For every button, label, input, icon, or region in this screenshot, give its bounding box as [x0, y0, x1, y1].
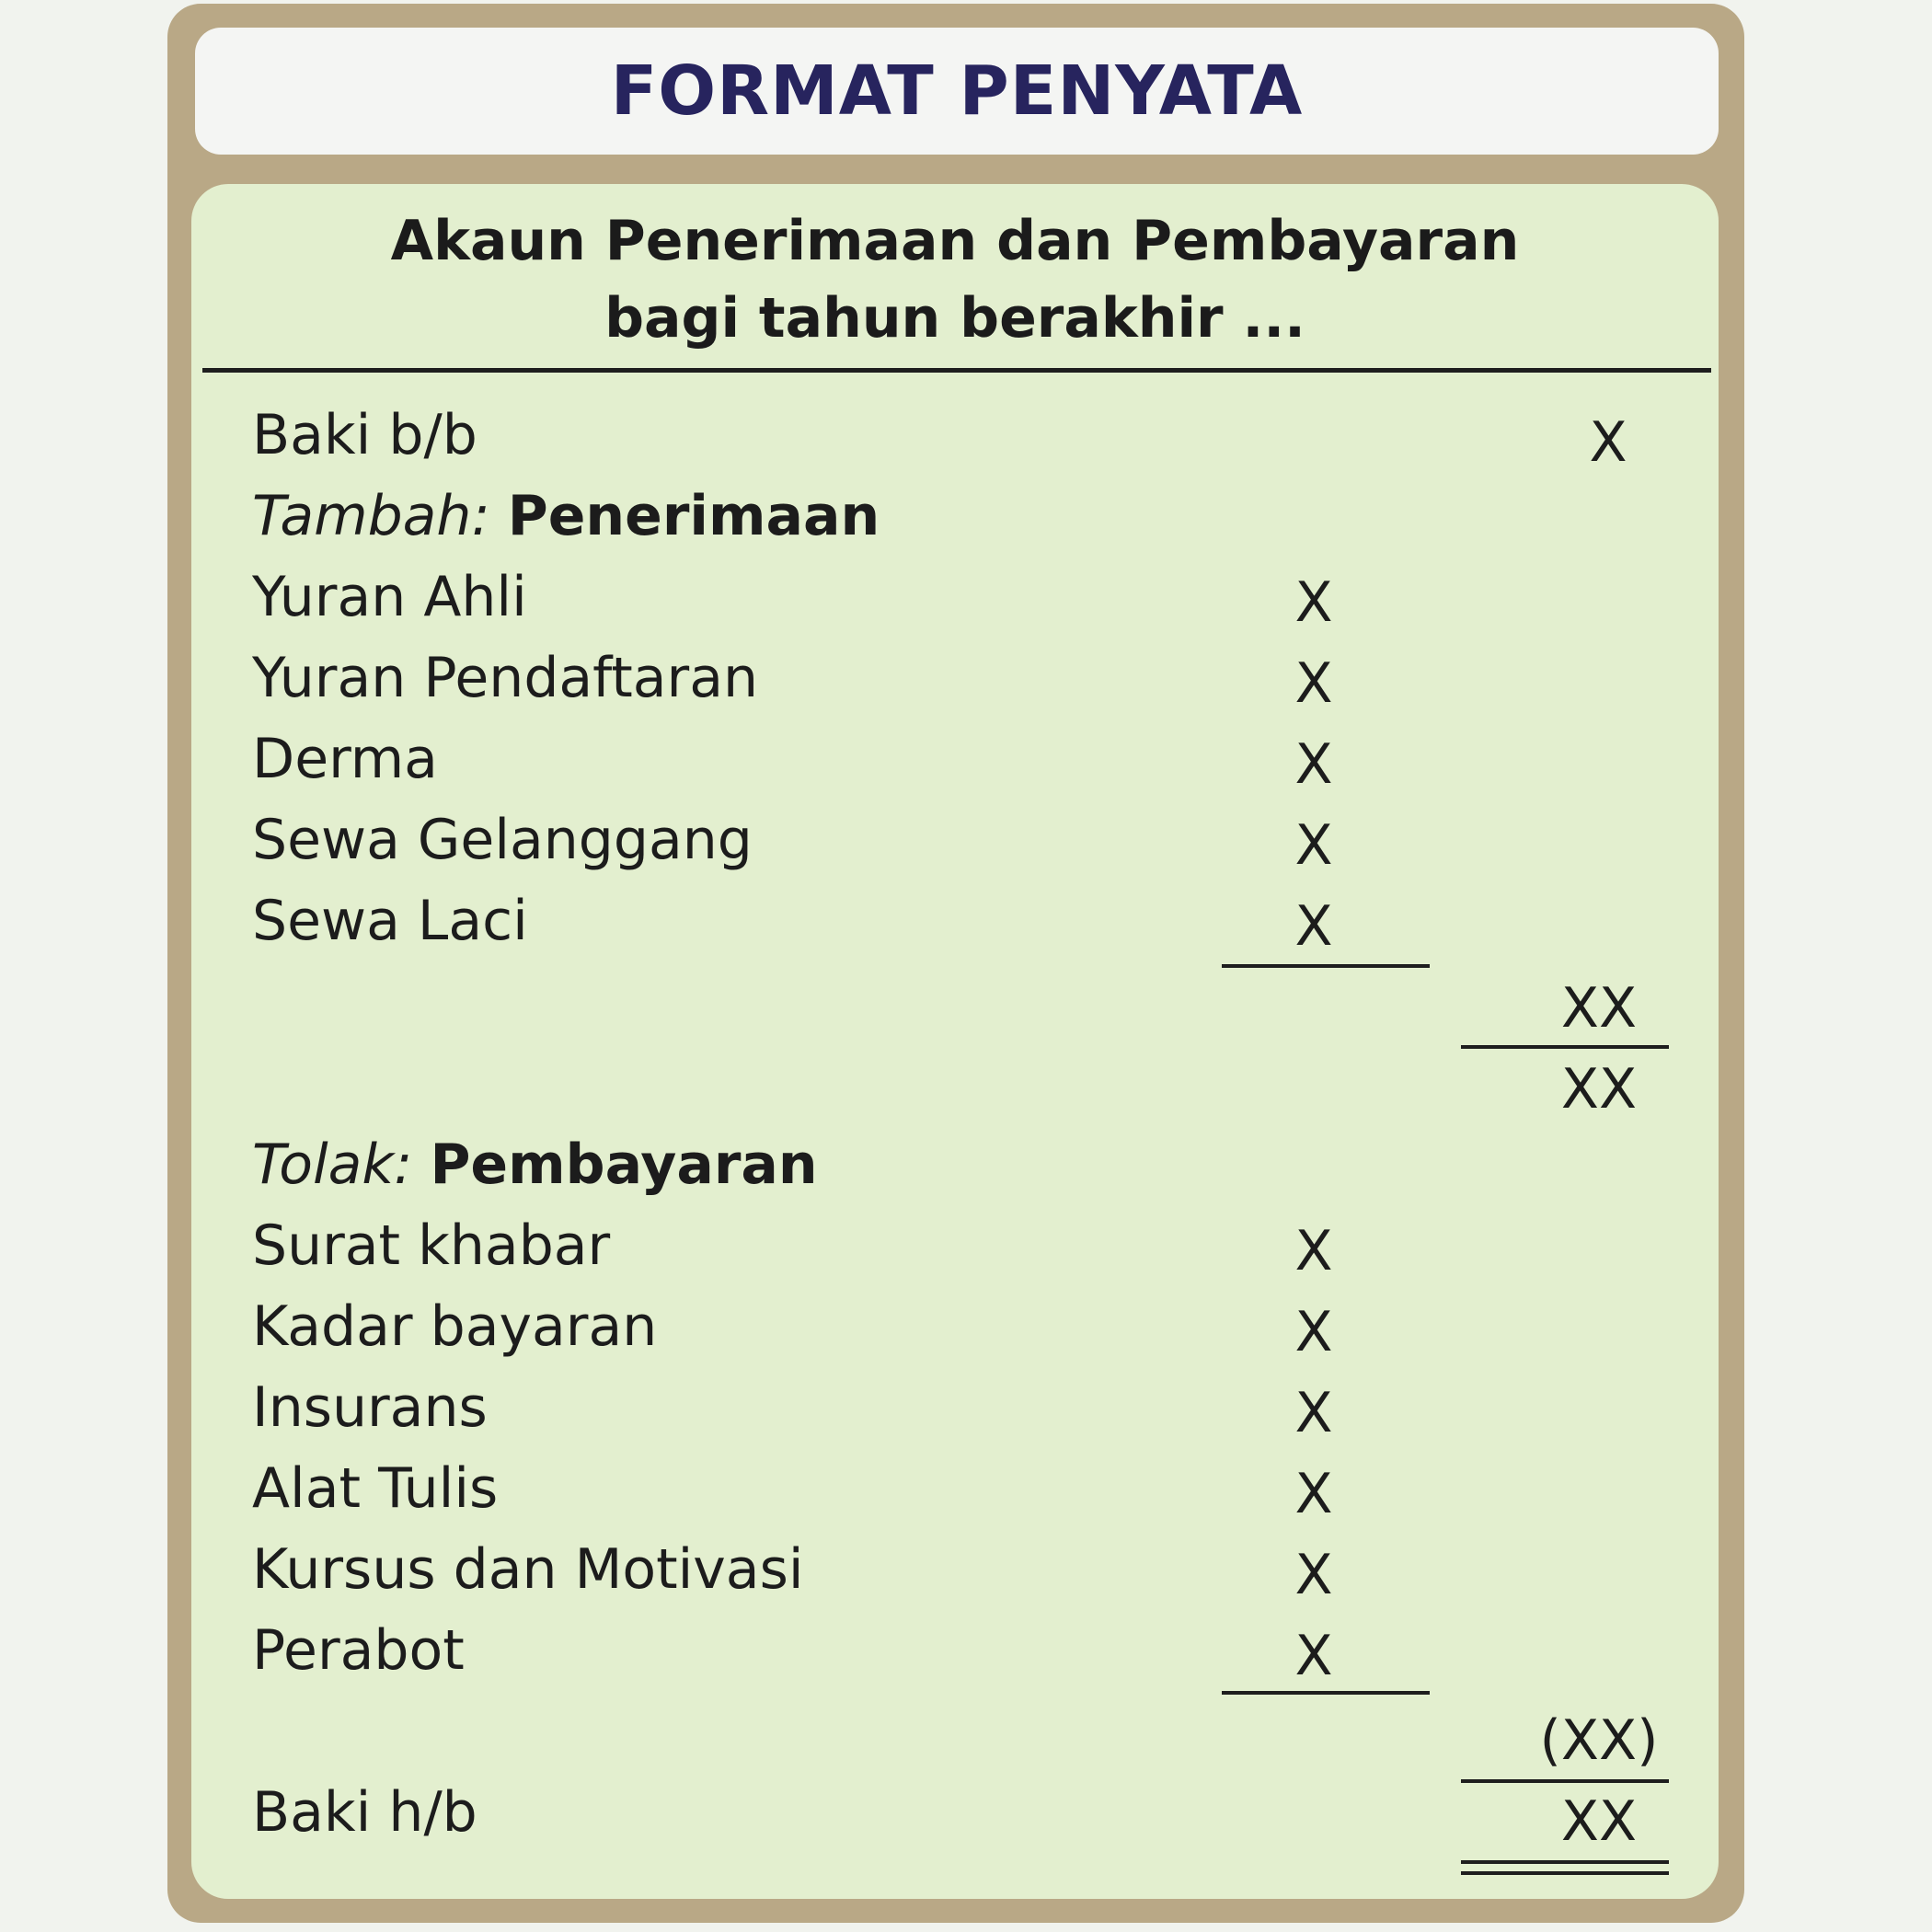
payment-item-amount: X — [1294, 1219, 1333, 1283]
payment-item-amount: X — [1294, 1543, 1333, 1607]
payment-item-label: Perabot — [252, 1618, 465, 1683]
opening-balance-amount: X — [1589, 410, 1627, 475]
payment-item-amount: X — [1294, 1624, 1333, 1688]
payment-item-label: Surat khabar — [252, 1213, 611, 1278]
payment-item-label: Insurans — [252, 1375, 488, 1440]
payments-prefix: Tolak: — [252, 1133, 413, 1197]
payment-item-label: Kadar bayaran — [252, 1294, 658, 1359]
closing-balance-rule — [1461, 1779, 1669, 1783]
receipts-prefix: Tambah: — [252, 484, 490, 548]
double-underline-bottom — [1461, 1871, 1669, 1875]
receipt-item-amount: X — [1294, 813, 1333, 878]
receipt-item-amount: X — [1294, 894, 1333, 959]
receipt-item-label: Yuran Pendaftaran — [252, 646, 758, 710]
receipts-subtotal-rule — [1222, 964, 1430, 968]
statement-panel — [191, 184, 1719, 1899]
double-underline-top — [1461, 1860, 1669, 1864]
title-banner — [195, 28, 1719, 155]
payment-item-label: Kursus dan Motivasi — [252, 1537, 804, 1602]
receipt-item-label: Sewa Laci — [252, 889, 528, 953]
payment-item-amount: X — [1294, 1300, 1333, 1364]
receipts-total-amount: XX — [1560, 1057, 1638, 1121]
receipts-subtotal-amount: XX — [1560, 976, 1638, 1041]
receipt-item-label: Derma — [252, 727, 438, 791]
payments-heading — [252, 1130, 818, 1200]
receipts-heading — [252, 481, 880, 551]
payment-item-amount: X — [1294, 1381, 1333, 1445]
payment-item-amount: X — [1294, 1462, 1333, 1526]
receipt-item-amount: X — [1294, 732, 1333, 797]
closing-balance-amount: XX — [1560, 1789, 1638, 1854]
payments-subtotal-rule — [1222, 1691, 1430, 1695]
receipt-item-label: Sewa Gelanggang — [252, 808, 753, 872]
payment-item-label: Alat Tulis — [252, 1456, 499, 1521]
receipts-total-rule — [1461, 1045, 1669, 1049]
heading-rule — [202, 368, 1711, 373]
page-title: FORMAT PENYATA — [610, 52, 1304, 131]
receipt-item-amount: X — [1294, 651, 1333, 716]
statement-heading-line2: bagi tahun berakhir ... — [604, 286, 1305, 351]
payments-subtotal-amount: (XX) — [1539, 1708, 1659, 1773]
receipt-item-label: Yuran Ahli — [252, 565, 527, 629]
closing-balance-label: Baki h/b — [252, 1780, 477, 1845]
receipts-title: Penerimaan — [507, 484, 880, 548]
statement-heading-line1: Akaun Penerimaan dan Pembayaran — [390, 209, 1520, 273]
opening-balance-label: Baki b/b — [252, 403, 477, 467]
receipt-item-amount: X — [1294, 570, 1333, 635]
payments-title: Pembayaran — [430, 1133, 818, 1197]
